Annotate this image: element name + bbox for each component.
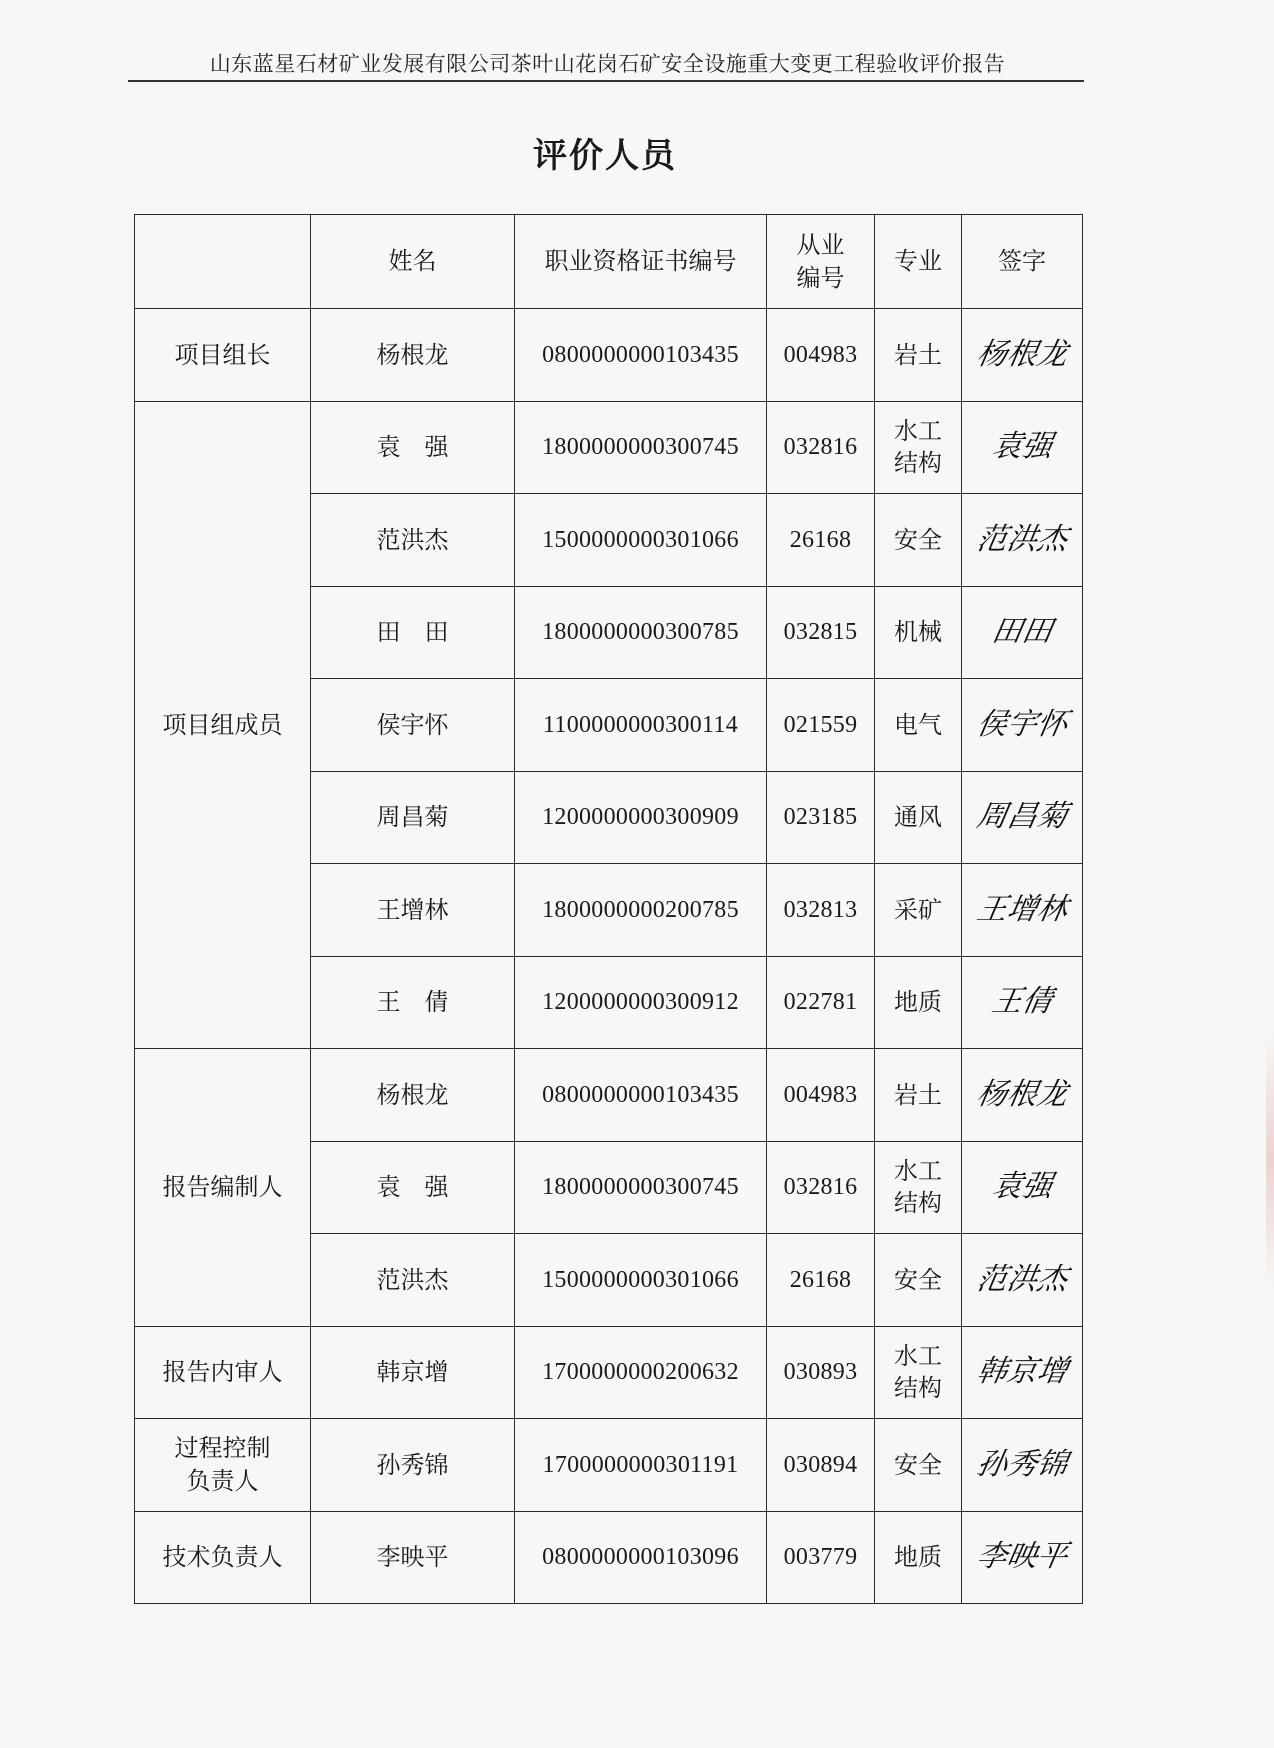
practice-number-cell: 030894 (767, 1419, 875, 1512)
signature-cell (962, 1234, 1083, 1327)
role-cell: 报告编制人 (135, 1049, 311, 1327)
cert-number-cell: 1700000000301191 (515, 1419, 767, 1512)
signature-cell (962, 1141, 1083, 1234)
cert-number-cell: 1500000000301066 (515, 1234, 767, 1327)
handwritten-signature: 范洪杰 (974, 521, 1071, 557)
handwritten-signature: 田田 (989, 614, 1056, 649)
handwritten-signature: 袁强 (989, 1169, 1056, 1204)
practice-number-cell: 032813 (767, 864, 875, 957)
practice-number-cell: 030893 (767, 1326, 875, 1419)
cert-number-cell: 1500000000301066 (515, 494, 767, 587)
evaluation-staff-table (134, 214, 1083, 1604)
table-row (135, 1511, 1083, 1604)
major-cell: 采矿 (875, 864, 962, 957)
practice-number-cell: 004983 (767, 1049, 875, 1142)
practice-number-cell: 032816 (767, 401, 875, 494)
major-cell: 岩土 (875, 309, 962, 402)
seal-edge-mark (1266, 1030, 1274, 1290)
major-cell: 电气 (875, 679, 962, 772)
practice-number-cell: 023185 (767, 771, 875, 864)
major-cell: 安全 (875, 1419, 962, 1512)
name-cell: 袁 强 (311, 1141, 515, 1234)
name-cell: 孙秀锦 (311, 1419, 515, 1512)
name-cell: 杨根龙 (311, 1049, 515, 1142)
major-cell: 水工 结构 (875, 1141, 962, 1234)
table-row (135, 1419, 1083, 1512)
practice-number-cell: 26168 (767, 1234, 875, 1327)
handwritten-signature: 李映平 (974, 1539, 1071, 1574)
cert-number-cell: 1200000000300909 (515, 771, 767, 864)
header-divider (128, 80, 1084, 82)
handwritten-signature: 王倩 (989, 984, 1056, 1019)
name-cell: 王增林 (311, 864, 515, 957)
cert-number-cell: 0800000000103096 (515, 1511, 767, 1604)
major-cell: 安全 (875, 1234, 962, 1327)
handwritten-signature: 孙秀锦 (974, 1446, 1071, 1482)
role-cell: 技术负责人 (135, 1511, 311, 1604)
signature-cell (962, 771, 1083, 864)
column-header-role (135, 215, 311, 309)
column-header-practice-no: 从业 编号 (767, 215, 875, 309)
role-cell: 报告内审人 (135, 1326, 311, 1419)
signature-cell (962, 309, 1083, 402)
column-header-signature: 签字 (962, 215, 1083, 309)
signature-cell (962, 679, 1083, 772)
table-header-row (135, 215, 1083, 309)
cert-number-cell: 1800000000200785 (515, 864, 767, 957)
signature-cell (962, 1419, 1083, 1512)
cert-number-cell: 0800000000103435 (515, 309, 767, 402)
table-row (135, 1326, 1083, 1419)
handwritten-signature: 杨根龙 (974, 336, 1071, 372)
handwritten-signature: 袁强 (989, 429, 1056, 464)
column-header-cert: 职业资格证书编号 (515, 215, 767, 309)
signature-cell (962, 586, 1083, 679)
signature-cell (962, 956, 1083, 1049)
signature-cell (962, 1326, 1083, 1419)
major-cell: 地质 (875, 1511, 962, 1604)
page-title: 评价人员 (533, 136, 677, 176)
handwritten-signature: 韩京增 (974, 1354, 1071, 1389)
cert-number-cell: 1100000000300114 (515, 679, 767, 772)
practice-number-cell: 032816 (767, 1141, 875, 1234)
report-header: 山东蓝星石材矿业发展有限公司茶叶山花岗石矿安全设施重大变更工程验收评价报告 (209, 52, 1006, 76)
cert-number-cell: 0800000000103435 (515, 1049, 767, 1142)
role-cell: 项目组长 (135, 309, 311, 402)
cert-number-cell: 1800000000300745 (515, 1141, 767, 1234)
cert-number-cell: 1800000000300745 (515, 401, 767, 494)
table-row (135, 401, 1083, 494)
signature-cell (962, 494, 1083, 587)
practice-number-cell: 26168 (767, 494, 875, 587)
major-cell: 通风 (875, 771, 962, 864)
column-header-name: 姓名 (311, 215, 515, 309)
name-cell: 范洪杰 (311, 494, 515, 587)
name-cell: 侯宇怀 (311, 679, 515, 772)
role-cell: 项目组成员 (135, 401, 311, 1049)
handwritten-signature: 侯宇怀 (974, 706, 1071, 742)
name-cell: 韩京增 (311, 1326, 515, 1419)
column-header-major: 专业 (875, 215, 962, 309)
practice-number-cell: 003779 (767, 1511, 875, 1604)
cert-number-cell: 1700000000200632 (515, 1326, 767, 1419)
cert-number-cell: 1200000000300912 (515, 956, 767, 1049)
practice-number-cell: 022781 (767, 956, 875, 1049)
major-cell: 地质 (875, 956, 962, 1049)
practice-number-cell: 021559 (767, 679, 875, 772)
table-row (135, 309, 1083, 402)
signature-cell (962, 401, 1083, 494)
signature-cell (962, 1049, 1083, 1142)
handwritten-signature: 范洪杰 (974, 1261, 1071, 1297)
name-cell: 杨根龙 (311, 309, 515, 402)
name-cell: 袁 强 (311, 401, 515, 494)
table-row (135, 1049, 1083, 1142)
handwritten-signature: 杨根龙 (974, 1076, 1071, 1112)
handwritten-signature: 周昌菊 (974, 799, 1071, 834)
major-cell: 水工 结构 (875, 401, 962, 494)
handwritten-signature: 王增林 (974, 891, 1071, 927)
practice-number-cell: 004983 (767, 309, 875, 402)
major-cell: 水工 结构 (875, 1326, 962, 1419)
name-cell: 范洪杰 (311, 1234, 515, 1327)
cert-number-cell: 1800000000300785 (515, 586, 767, 679)
signature-cell (962, 1511, 1083, 1604)
name-cell: 田 田 (311, 586, 515, 679)
name-cell: 李映平 (311, 1511, 515, 1604)
major-cell: 岩土 (875, 1049, 962, 1142)
major-cell: 机械 (875, 586, 962, 679)
signature-cell (962, 864, 1083, 957)
name-cell: 周昌菊 (311, 771, 515, 864)
practice-number-cell: 032815 (767, 586, 875, 679)
major-cell: 安全 (875, 494, 962, 587)
name-cell: 王 倩 (311, 956, 515, 1049)
role-cell: 过程控制 负责人 (135, 1419, 311, 1512)
